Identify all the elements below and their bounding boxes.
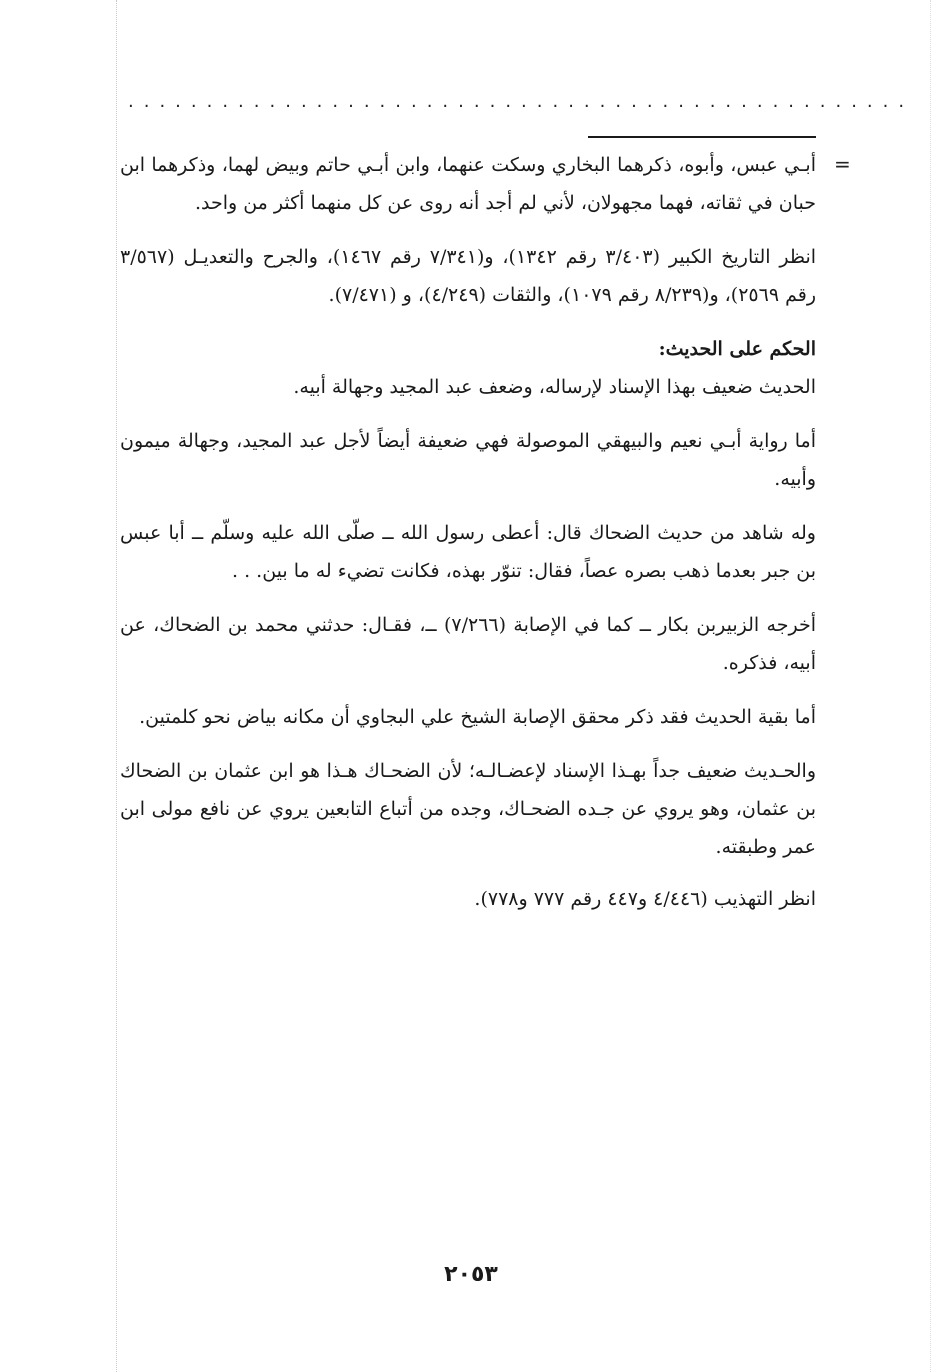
- paragraph-abu-nuaym: أما رواية أبـي نعيم والبيهقي الموصولة فهي ضعيفة أيضاً لأجل عبد المجيد، وجهالة ميمون وأبيه.: [120, 430, 816, 490]
- paragraph-zubayr: أخرجه الزبيربن بكار ــ كما في الإصابة (٧/٢٦٦) ــ، فقـال: حدثني محمد بن الضحاك، عن أبيه، فذكره.: [120, 614, 816, 674]
- paragraph-ruling: الحديث ضعيف بهذا الإسناد لإرساله، وضعف عبد المجيد وجهالة أبيه.: [293, 376, 816, 398]
- scan-edge-right: [930, 0, 931, 1372]
- continuation-mark: =: [834, 152, 851, 176]
- scan-edge-left: [116, 0, 117, 1372]
- paragraph-weakness: والحـديث ضعيف جداً بهـذا الإسناد لإعضـالـه؛ لأن الضحـاك هـذا هو ابن عثمان بن الضحاك بن عثمان، وهو يروي عن جـده الضحـاك، وجده من أتباع التابعين يروي عن نافع مولى ابن عمر وطبقته.: [120, 760, 816, 858]
- paragraph-witness: وله شاهد من حديث الضحاك قال: أعطى رسول الله ــ صلّى الله عليه وسلّم ــ أبا عبس بن جبر بعدما ذهب بصره عصاً، فقال: تنوّر بهذه، فكانت تضيء له ما بين. . .: [120, 522, 816, 582]
- footnote-rule: [588, 136, 816, 138]
- paragraph-tahdhib: انظر التهذيب (٤/٤٤٦ و٤٤٧ رقم ٧٧٧ و٧٧٨).: [474, 888, 816, 910]
- page-number: ٢٠٥٣: [444, 1262, 498, 1287]
- paragraph-narrators: أبـي عبس، وأبوه، ذكرهما البخاري وسكت عنهما، وابن أبـي حاتم وبيض لهما، وذكرهما ابن حبان في ثقاته، فهما مجهولان، لأني لم أجد أنه روى عن كل منهما أكثر من واحد.: [120, 154, 816, 214]
- dotted-separator: ..................................................: [128, 91, 915, 112]
- footnote-body: [120, 146, 816, 934]
- paragraph-references: انظر التاريخ الكبير (٣/٤٠٣ رقم ١٣٤٢)، و(٧/٣٤١ رقم ١٤٦٧)، والجرح والتعديـل (٣/٥٦٧ رقم ٢٥٦٩)، و(٨/٢٣٩ رقم ١٠٧٩)، والثقات (٤/٢٤٩)، و (٧/٤٧١).: [120, 246, 817, 306]
- paragraph-remaining: أما بقية الحديث فقد ذكر محقق الإصابة الشيخ علي البجاوي أن مكانه بياض نحو كلمتين.: [139, 706, 816, 728]
- section-heading: الحكم على الحديث:: [658, 338, 816, 360]
